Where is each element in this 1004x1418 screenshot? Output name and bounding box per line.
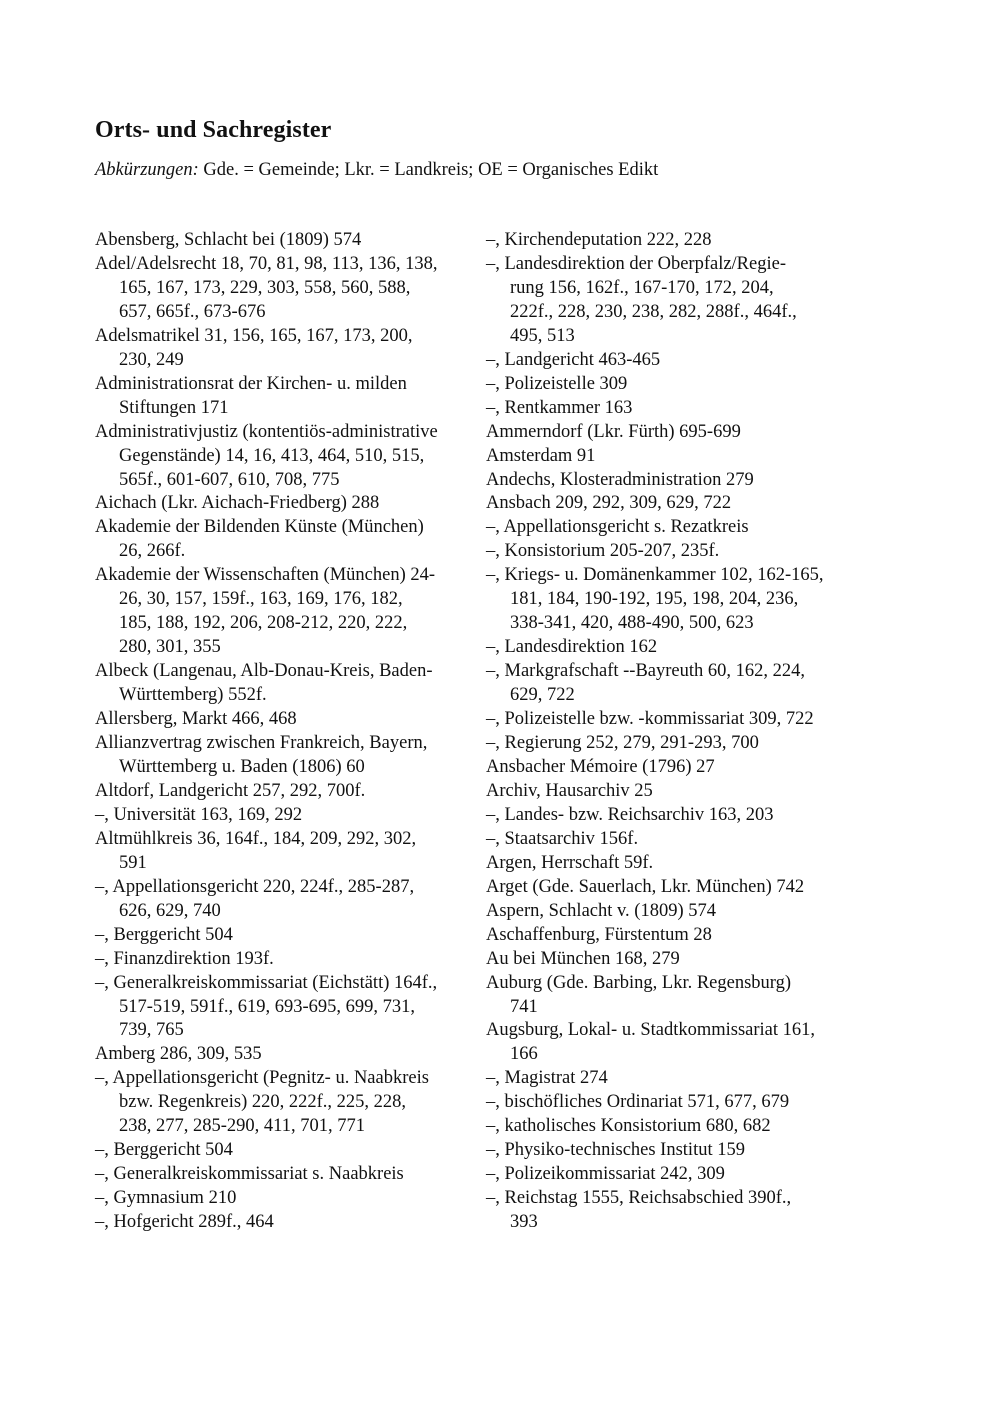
index-entry: –, Landgericht 463-465 bbox=[486, 349, 661, 370]
index-entry: –, Staatsarchiv 156f. bbox=[486, 828, 639, 849]
index-entry: –, Polizeistelle 309 bbox=[486, 373, 628, 394]
index-entry: –, Konsistorium 205-207, 235f. bbox=[486, 541, 720, 562]
index-entry: –, Appellationsgericht 220, 224f., 285-287, 626, 629, 740 bbox=[95, 876, 415, 921]
index-entry: –, Regierung 252, 279, 291-293, 700 bbox=[486, 733, 759, 754]
index-entry: Allianzvertrag zwischen Frankreich, Bayern, Württemberg u. Baden (1806) 60 bbox=[95, 733, 428, 777]
index-entry: –, Landesdirektion 162 bbox=[486, 637, 658, 658]
index-entry: –, bischöfliches Ordinariat 571, 677, 679 bbox=[486, 1092, 790, 1113]
index-entry: –, katholisches Konsistorium 680, 682 bbox=[486, 1116, 771, 1137]
index-entry: Adel/Adelsrecht 18, 70, 81, 98, 113, 136, 138, 165, 167, 173, 229, 303, 558, 560, 588, 657, 665f., 673-676 bbox=[95, 253, 438, 322]
index-entry: –, Markgrafschaft --Bayreuth 60, 162, 224, 629, 722 bbox=[486, 661, 806, 706]
abbreviations-label: Abkürzungen: bbox=[95, 160, 199, 180]
index-entry: Allersberg, Markt 466, 468 bbox=[95, 709, 297, 730]
index-entry: –, Finanzdirektion 193f. bbox=[95, 948, 274, 969]
index-entry: –, Polizeikommissariat 242, 309 bbox=[486, 1164, 725, 1185]
index-entry: –, Berggericht 504 bbox=[95, 924, 233, 945]
index-entry: Ammerndorf (Lkr. Fürth) 695-699 bbox=[486, 421, 741, 442]
index-entry: –, Appellationsgericht (Pegnitz- u. Naabkreis bzw. Regenkreis) 220, 222f., 225, 228, 238, 277, 285-290, 411, 701, 771 bbox=[95, 1068, 429, 1137]
index-entry: Amsterdam 91 bbox=[486, 445, 596, 466]
index-entry: –, Landes- bzw. Reichsarchiv 163, 203 bbox=[486, 804, 774, 825]
index-entry: –, Magistrat 274 bbox=[486, 1068, 608, 1089]
index-entry: –, Physiko-technisches Institut 159 bbox=[486, 1140, 745, 1161]
index-entry: Arget (Gde. Sauerlach, Lkr. München) 742 bbox=[486, 876, 805, 897]
index-entry: Aspern, Schlacht v. (1809) 574 bbox=[486, 900, 717, 921]
index-entry: –, Landesdirektion der Oberpfalz/Regie- rung 156, 162f., 167-170, 172, 204, 222f., 228, 230, 238, 282, 288f., 464f., 495, 513 bbox=[486, 253, 797, 346]
index-entry: Akademie der Wissenschaften (München) 24- 26, 30, 157, 159f., 163, 169, 176, 182, 185, 188, 192, 206, 208-212, 220, 222, 280, 301, 355 bbox=[95, 565, 436, 658]
index-entry: –, Generalkreiskommissariat s. Naabkreis bbox=[95, 1164, 404, 1185]
index-entry: Archiv, Hausarchiv 25 bbox=[486, 780, 653, 801]
index-entry: –, Rentkammer 163 bbox=[486, 397, 633, 418]
index-entry: Amberg 286, 309, 535 bbox=[95, 1044, 262, 1065]
index-entry: –, Polizeistelle bzw. -kommissariat 309, 722 bbox=[486, 709, 814, 730]
abbreviations-line bbox=[95, 160, 658, 181]
index-entry: Argen, Herrschaft 59f. bbox=[486, 852, 654, 873]
index-entry: Ansbacher Mémoire (1796) 27 bbox=[486, 756, 715, 777]
index-entry: –, Gymnasium 210 bbox=[95, 1188, 237, 1209]
index-entry: –, Kirchendeputation 222, 228 bbox=[486, 230, 712, 250]
index-entry: Ansbach 209, 292, 309, 629, 722 bbox=[486, 493, 732, 514]
index-entry: –, Appellationsgericht s. Rezatkreis bbox=[486, 517, 749, 538]
index-entry: Au bei München 168, 279 bbox=[486, 948, 680, 969]
index-entry: –, Berggericht 504 bbox=[95, 1140, 233, 1161]
index-entry: Auburg (Gde. Barbing, Lkr. Regensburg) 741 bbox=[486, 972, 792, 1017]
index-entry: –, Kriegs- u. Domänenkammer 102, 162-165, 181, 184, 190-192, 195, 198, 204, 236, 338-341, 420, 488-490, 500, 623 bbox=[486, 565, 824, 634]
index-entry: Altmühlkreis 36, 164f., 184, 209, 292, 302, 591 bbox=[95, 828, 417, 873]
index-entry: Administrativjustiz (kontentiös-administrative Gegenstände) 14, 16, 413, 464, 510, 515, 565f., 601-607, 610, 708, 775 bbox=[95, 421, 438, 490]
index-entry: Administrationsrat der Kirchen- u. milden Stiftungen 171 bbox=[95, 373, 407, 418]
page-title: Orts- und Sachregister bbox=[95, 117, 332, 143]
index-entry: Augsburg, Lokal- u. Stadtkommissariat 161, 166 bbox=[486, 1020, 816, 1065]
index-entry: –, Reichstag 1555, Reichsabschied 390f., 393 bbox=[486, 1188, 792, 1233]
index-entry: Andechs, Klosteradministration 279 bbox=[486, 469, 754, 490]
abbreviations-text: Gde. = Gemeinde; Lkr. = Landkreis; OE = Organisches Edikt bbox=[198, 160, 659, 180]
index-entry: Altdorf, Landgericht 257, 292, 700f. bbox=[95, 780, 366, 801]
index-entry: –, Universität 163, 169, 292 bbox=[95, 804, 303, 825]
index-entry: Aschaffenburg, Fürstentum 28 bbox=[486, 924, 712, 945]
index-entry: Akademie der Bildenden Künste (München) 26, 266f. bbox=[95, 517, 424, 562]
index-column-right bbox=[486, 229, 856, 1235]
index-entry: Aichach (Lkr. Aichach-Friedberg) 288 bbox=[95, 493, 380, 514]
index-entry: Adelsmatrikel 31, 156, 165, 167, 173, 200, 230, 249 bbox=[95, 325, 413, 370]
index-entry: –, Generalkreiskommissariat (Eichstätt) 164f., 517-519, 591f., 619, 693-695, 699, 731, 739, 765 bbox=[95, 972, 438, 1041]
index-entry: Albeck (Langenau, Alb-Donau-Kreis, Baden- Württemberg) 552f. bbox=[95, 661, 433, 706]
index-entry: Abensberg, Schlacht bei (1809) 574 bbox=[95, 230, 362, 250]
index-entry: –, Hofgericht 289f., 464 bbox=[95, 1212, 274, 1233]
index-column-left bbox=[95, 229, 465, 1235]
